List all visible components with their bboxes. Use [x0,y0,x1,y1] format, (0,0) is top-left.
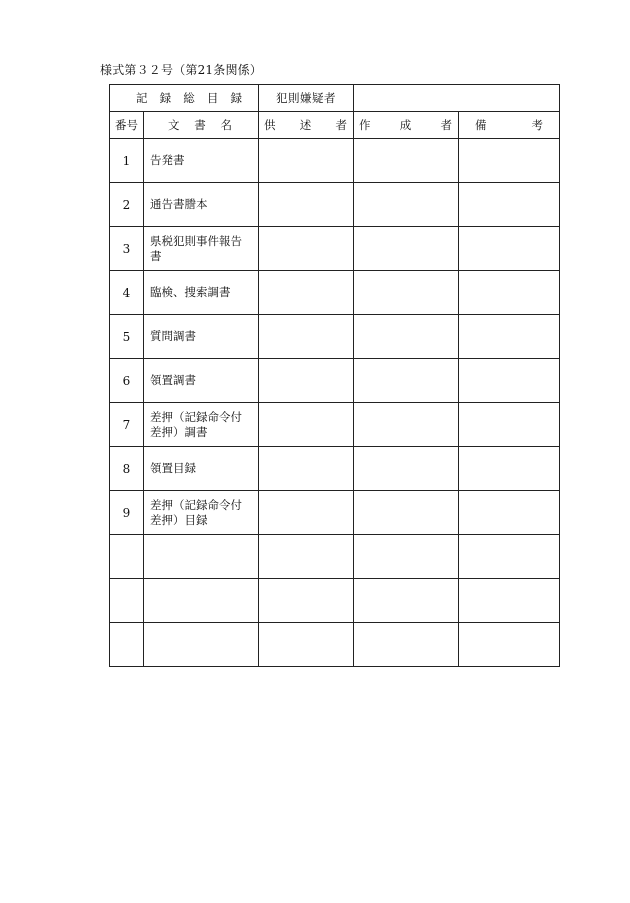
table-row [110,359,560,403]
table-row [110,183,560,227]
title-char: 目 [206,91,219,105]
col-header-remarks [459,112,560,139]
row-statement[interactable] [259,227,354,271]
row-statement[interactable] [259,535,354,579]
row-statement[interactable] [259,579,354,623]
row-document-name: 通告書謄本 [144,183,259,227]
row-number: 8 [110,447,144,491]
row-remarks[interactable] [459,491,560,535]
row-author[interactable] [354,315,459,359]
row-number: 4 [110,271,144,315]
row-author[interactable] [354,359,459,403]
row-number: 3 [110,227,144,271]
row-number [110,579,144,623]
row-document-name: 領置調書 [144,359,259,403]
row-statement[interactable] [259,491,354,535]
row-number: 9 [110,491,144,535]
row-statement[interactable] [259,447,354,491]
col-header-char: 者 [335,118,347,132]
row-number: 6 [110,359,144,403]
row-author[interactable] [354,579,459,623]
row-author[interactable] [354,139,459,183]
row-document-name: 告発書 [144,139,259,183]
row-author[interactable] [354,623,459,667]
row-document-name [144,623,259,667]
col-header-char: 文 [168,118,180,132]
table-row [110,447,560,491]
table-title-cell [110,85,259,112]
row-author[interactable] [354,183,459,227]
column-header-row [110,112,560,139]
title-char: 録 [230,91,242,105]
title-char: 録 [159,91,172,105]
row-statement[interactable] [259,271,354,315]
row-author[interactable] [354,403,459,447]
row-number: 7 [110,403,144,447]
row-remarks[interactable] [459,183,560,227]
row-remarks[interactable] [459,359,560,403]
col-header-document-name [144,112,259,139]
row-statement[interactable] [259,315,354,359]
row-remarks[interactable] [459,315,560,359]
table-row [110,579,560,623]
row-number [110,623,144,667]
table-row [110,535,560,579]
row-remarks[interactable] [459,139,560,183]
row-remarks[interactable] [459,447,560,491]
table-row [110,315,560,359]
table-row [110,403,560,447]
col-header-char: 者 [440,118,452,132]
col-header-char: 考 [531,118,543,132]
row-document-name: 県税犯則事件報告書 [144,227,259,271]
row-number [110,535,144,579]
row-remarks[interactable] [459,403,560,447]
row-document-name: 差押（記録命令付差押）目録 [144,491,259,535]
row-document-name: 差押（記録命令付差押）調書 [144,403,259,447]
row-remarks[interactable] [459,535,560,579]
title-char: 記 [136,91,148,105]
col-header-char: 述 [299,118,312,132]
row-statement[interactable] [259,623,354,667]
row-document-name: 質問調書 [144,315,259,359]
row-author[interactable] [354,447,459,491]
table-row [110,139,560,183]
row-document-name [144,579,259,623]
title-char: 総 [183,91,195,105]
col-header-statement [259,112,354,139]
col-header-char: 供 [264,118,276,132]
row-number: 2 [110,183,144,227]
row-statement[interactable] [259,403,354,447]
row-remarks[interactable] [459,271,560,315]
col-header-number: 番号 [110,112,144,139]
col-header-char: 備 [475,118,487,132]
suspect-label: 犯則嫌疑者 [259,85,354,112]
col-header-char: 作 [359,118,371,132]
row-number: 5 [110,315,144,359]
suspect-field[interactable] [354,85,560,112]
table-row [110,271,560,315]
row-author[interactable] [354,535,459,579]
table-row [110,491,560,535]
record-index-table [109,84,560,667]
row-author[interactable] [354,271,459,315]
row-statement[interactable] [259,139,354,183]
row-document-name: 領置目録 [144,447,259,491]
row-document-name [144,535,259,579]
form-caption: 様式第３２号（第21条関係） [100,63,263,77]
row-number: 1 [110,139,144,183]
col-header-char: 書 [194,118,206,132]
row-document-name: 臨検、捜索調書 [144,271,259,315]
row-statement[interactable] [259,183,354,227]
table-row [110,623,560,667]
col-header-char: 成 [399,118,412,132]
row-author[interactable] [354,491,459,535]
table-title-row [110,85,560,112]
row-remarks[interactable] [459,227,560,271]
row-remarks[interactable] [459,579,560,623]
row-author[interactable] [354,227,459,271]
row-remarks[interactable] [459,623,560,667]
col-header-author [354,112,459,139]
table-row [110,227,560,271]
row-statement[interactable] [259,359,354,403]
col-header-char: 名 [220,118,232,132]
